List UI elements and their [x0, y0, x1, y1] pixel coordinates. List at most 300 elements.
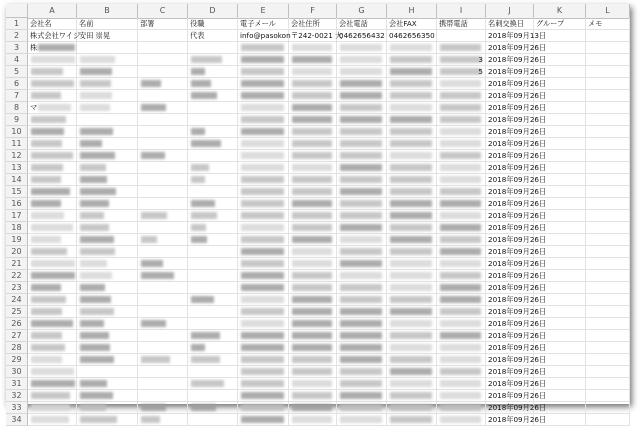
cell-d11[interactable]: [188, 138, 238, 149]
cell-j34[interactable]: 2018年09月26日: [488, 415, 547, 424]
cell-g9[interactable]: [337, 114, 387, 125]
cell-b26[interactable]: [77, 318, 138, 329]
column-header-k[interactable]: K: [534, 4, 586, 18]
cell-g8[interactable]: [337, 102, 387, 113]
cell-i21[interactable]: [437, 258, 486, 269]
cell-l8[interactable]: [586, 102, 630, 113]
cell-d20[interactable]: [188, 246, 238, 257]
cell-k26[interactable]: [534, 318, 586, 329]
cell-g22[interactable]: [337, 270, 387, 281]
cell-c3[interactable]: [138, 42, 188, 53]
cell-k7[interactable]: [534, 90, 586, 101]
cell-b27[interactable]: [77, 330, 138, 341]
cell-d1[interactable]: 役職: [188, 18, 238, 29]
cell-d27[interactable]: [188, 330, 238, 341]
cell-k9[interactable]: [534, 114, 586, 125]
cell-i31[interactable]: [437, 378, 486, 389]
cell-c19[interactable]: [138, 234, 188, 245]
cell-g34[interactable]: [337, 414, 387, 425]
cell-l2[interactable]: [586, 30, 630, 41]
cell-j12[interactable]: 2018年09月26日: [488, 151, 547, 160]
cell-l5[interactable]: [586, 66, 630, 77]
cell-b28[interactable]: [77, 342, 138, 353]
cell-i15[interactable]: [437, 186, 486, 197]
cell-h33[interactable]: [387, 402, 437, 413]
cell-a5[interactable]: [28, 66, 77, 77]
cell-d17[interactable]: [188, 210, 238, 221]
cell-c9[interactable]: [138, 114, 188, 125]
cell-c14[interactable]: [138, 174, 188, 185]
cell-a18[interactable]: [28, 222, 77, 233]
cell-f7[interactable]: [289, 90, 337, 101]
cell-i11[interactable]: [437, 138, 486, 149]
cell-j27[interactable]: 2018年09月26日: [488, 331, 547, 340]
row-header-22[interactable]: 22: [6, 270, 28, 282]
cell-i28[interactable]: [437, 342, 486, 353]
cell-j10[interactable]: 2018年09月26日: [488, 127, 547, 136]
cell-a30[interactable]: [28, 366, 77, 377]
cell-g13[interactable]: [337, 162, 387, 173]
cell-h2[interactable]: 0462656350: [387, 30, 437, 41]
cell-e23[interactable]: [238, 282, 289, 293]
cell-l6[interactable]: [586, 78, 630, 89]
cell-b1[interactable]: 名前: [77, 18, 138, 29]
cell-b4[interactable]: [77, 54, 138, 65]
cell-a13[interactable]: [28, 162, 77, 173]
cell-i8[interactable]: [437, 102, 486, 113]
cell-e22[interactable]: [238, 270, 289, 281]
cell-a9[interactable]: [28, 114, 77, 125]
cell-j29[interactable]: 2018年09月26日: [488, 355, 547, 364]
cell-d34[interactable]: [188, 414, 238, 425]
cell-j30[interactable]: 2018年09月26日: [488, 367, 547, 376]
cell-b18[interactable]: [77, 222, 138, 233]
row-header-9[interactable]: 9: [6, 114, 28, 126]
cell-i14[interactable]: [437, 174, 486, 185]
cell-c31[interactable]: [138, 378, 188, 389]
row-header-17[interactable]: 17: [6, 210, 28, 222]
cell-c34[interactable]: [138, 414, 188, 425]
row-header-20[interactable]: 20: [6, 246, 28, 258]
cell-l33[interactable]: [586, 402, 630, 413]
row-header-26[interactable]: 26: [6, 318, 28, 330]
cell-h28[interactable]: [387, 342, 437, 353]
cell-l7[interactable]: [586, 90, 630, 101]
cell-e12[interactable]: [238, 150, 289, 161]
cell-k17[interactable]: [534, 210, 586, 221]
cell-j16[interactable]: 2018年09月26日: [488, 199, 547, 208]
cell-e18[interactable]: [238, 222, 289, 233]
cell-k5[interactable]: [534, 66, 586, 77]
cell-i12[interactable]: [437, 150, 486, 161]
cell-b13[interactable]: [77, 162, 138, 173]
cell-f17[interactable]: [289, 210, 337, 221]
cell-k16[interactable]: [534, 198, 586, 209]
cell-e7[interactable]: [238, 90, 289, 101]
row-header-30[interactable]: 30: [6, 366, 28, 378]
cell-c32[interactable]: [138, 390, 188, 401]
cell-k18[interactable]: [534, 222, 586, 233]
cell-g12[interactable]: [337, 150, 387, 161]
cell-d4[interactable]: [188, 54, 238, 65]
cell-f20[interactable]: [289, 246, 337, 257]
cell-f32[interactable]: [289, 390, 337, 401]
cell-f21[interactable]: [289, 258, 337, 269]
cell-d23[interactable]: [188, 282, 238, 293]
cell-h4[interactable]: [387, 54, 437, 65]
row-header-18[interactable]: 18: [6, 222, 28, 234]
cell-d16[interactable]: [188, 198, 238, 209]
cell-k2[interactable]: [534, 30, 586, 41]
cell-c27[interactable]: [138, 330, 188, 341]
cell-l25[interactable]: [586, 306, 630, 317]
cell-k32[interactable]: [534, 390, 586, 401]
cell-g15[interactable]: [337, 186, 387, 197]
cell-h13[interactable]: [387, 162, 437, 173]
cell-a21[interactable]: [28, 258, 77, 269]
cell-k29[interactable]: [534, 354, 586, 365]
cell-a25[interactable]: [28, 306, 77, 317]
cell-c20[interactable]: [138, 246, 188, 257]
cell-f27[interactable]: [289, 330, 337, 341]
cell-a31[interactable]: [28, 378, 77, 389]
cell-j31[interactable]: 2018年09月26日: [488, 379, 547, 388]
cell-b15[interactable]: [77, 186, 138, 197]
cell-i18[interactable]: [437, 222, 486, 233]
cell-l32[interactable]: [586, 390, 630, 401]
cell-d29[interactable]: [188, 354, 238, 365]
cell-g28[interactable]: [337, 342, 387, 353]
cell-f34[interactable]: [289, 414, 337, 425]
cell-i27[interactable]: [437, 330, 486, 341]
cell-f3[interactable]: [289, 42, 337, 53]
cell-h14[interactable]: [387, 174, 437, 185]
cell-c10[interactable]: [138, 126, 188, 137]
cell-d33[interactable]: [188, 402, 238, 413]
cell-g20[interactable]: [337, 246, 387, 257]
cell-i3[interactable]: [437, 42, 486, 53]
cell-c18[interactable]: [138, 222, 188, 233]
cell-a8[interactable]: [28, 102, 77, 113]
cell-h3[interactable]: [387, 42, 437, 53]
cell-b9[interactable]: [77, 114, 138, 125]
cell-i10[interactable]: [437, 126, 486, 137]
cell-b19[interactable]: [77, 234, 138, 245]
cell-f23[interactable]: [289, 282, 337, 293]
cell-f18[interactable]: [289, 222, 337, 233]
cell-k33[interactable]: [534, 402, 586, 413]
cell-i30[interactable]: [437, 366, 486, 377]
cell-b31[interactable]: [77, 378, 138, 389]
cell-h29[interactable]: [387, 354, 437, 365]
cell-c33[interactable]: [138, 402, 188, 413]
cell-j11[interactable]: 2018年09月26日: [488, 139, 547, 148]
cell-a11[interactable]: [28, 138, 77, 149]
cell-i2[interactable]: [437, 30, 486, 41]
cell-h30[interactable]: [387, 366, 437, 377]
cell-i29[interactable]: [437, 354, 486, 365]
cell-b6[interactable]: [77, 78, 138, 89]
cell-h9[interactable]: [387, 114, 437, 125]
cell-j26[interactable]: 2018年09月26日: [488, 319, 547, 328]
cell-e9[interactable]: [238, 114, 289, 125]
cell-e25[interactable]: [238, 306, 289, 317]
cell-f8[interactable]: [289, 102, 337, 113]
cell-f16[interactable]: [289, 198, 337, 209]
cell-d15[interactable]: [188, 186, 238, 197]
cell-l30[interactable]: [586, 366, 630, 377]
cell-k8[interactable]: [534, 102, 586, 113]
row-header-29[interactable]: 29: [6, 354, 28, 366]
cell-g29[interactable]: [337, 354, 387, 365]
cell-k22[interactable]: [534, 270, 586, 281]
cell-e10[interactable]: [238, 126, 289, 137]
row-header-12[interactable]: 12: [6, 150, 28, 162]
cell-a26[interactable]: [28, 318, 77, 329]
cell-e21[interactable]: [238, 258, 289, 269]
cell-e2[interactable]: info@pasokon: [240, 31, 291, 40]
cell-j28[interactable]: 2018年09月26日: [488, 343, 547, 352]
cell-e14[interactable]: [238, 174, 289, 185]
cell-g7[interactable]: [337, 90, 387, 101]
cell-e4[interactable]: [238, 54, 289, 65]
cell-b3[interactable]: [77, 42, 138, 53]
row-header-13[interactable]: 13: [6, 162, 28, 174]
cell-l26[interactable]: [586, 318, 630, 329]
cell-b16[interactable]: [77, 198, 138, 209]
cell-e27[interactable]: [238, 330, 289, 341]
cell-j20[interactable]: 2018年09月26日: [488, 247, 547, 256]
cell-d25[interactable]: [188, 306, 238, 317]
cell-j3[interactable]: 2018年09月26日: [488, 43, 547, 52]
cell-l22[interactable]: [586, 270, 630, 281]
cell-c1[interactable]: 部署: [138, 18, 188, 29]
row-header-5[interactable]: 5: [6, 66, 28, 78]
cell-j9[interactable]: 2018年09月26日: [488, 115, 547, 124]
cell-b25[interactable]: [77, 306, 138, 317]
column-header-e[interactable]: E: [238, 4, 289, 18]
cell-j25[interactable]: 2018年09月26日: [488, 307, 547, 316]
column-header-l[interactable]: L: [586, 4, 630, 18]
cell-e8[interactable]: [238, 102, 289, 113]
cell-e32[interactable]: [238, 390, 289, 401]
cell-l11[interactable]: [586, 138, 630, 149]
column-header-d[interactable]: D: [188, 4, 238, 18]
cell-a4[interactable]: [28, 54, 77, 65]
cell-d22[interactable]: [188, 270, 238, 281]
cell-h15[interactable]: [387, 186, 437, 197]
cell-f25[interactable]: [289, 306, 337, 317]
row-header-3[interactable]: 3: [6, 42, 28, 54]
cell-c7[interactable]: [138, 90, 188, 101]
cell-f9[interactable]: [289, 114, 337, 125]
cell-i7[interactable]: [437, 90, 486, 101]
cell-e5[interactable]: [238, 66, 289, 77]
cell-d13[interactable]: [188, 162, 238, 173]
cell-c21[interactable]: [138, 258, 188, 269]
cell-l21[interactable]: [586, 258, 630, 269]
cell-b29[interactable]: [77, 354, 138, 365]
row-header-32[interactable]: 32: [6, 390, 28, 402]
cell-h12[interactable]: [387, 150, 437, 161]
cell-e19[interactable]: [238, 234, 289, 245]
column-header-g[interactable]: G: [337, 4, 387, 18]
cell-b24[interactable]: [77, 294, 138, 305]
cell-d32[interactable]: [188, 390, 238, 401]
row-header-34[interactable]: 34: [6, 414, 28, 426]
cell-a20[interactable]: [28, 246, 77, 257]
cell-f24[interactable]: [289, 294, 337, 305]
cell-i32[interactable]: [437, 390, 486, 401]
cell-a27[interactable]: [28, 330, 77, 341]
cell-i17[interactable]: [437, 210, 486, 221]
cell-f12[interactable]: [289, 150, 337, 161]
cell-i25[interactable]: [437, 306, 486, 317]
cell-b7[interactable]: [77, 90, 138, 101]
cell-j17[interactable]: 2018年09月26日: [488, 211, 547, 220]
cell-d2[interactable]: 代表: [188, 30, 238, 41]
cell-f2[interactable]: 〒242-0021 大: [291, 31, 343, 40]
cell-k6[interactable]: [534, 78, 586, 89]
cell-f1[interactable]: 会社住所: [289, 18, 337, 29]
cell-g21[interactable]: [337, 258, 387, 269]
cell-h26[interactable]: [387, 318, 437, 329]
column-header-j[interactable]: J: [486, 4, 534, 18]
cell-a24[interactable]: [28, 294, 77, 305]
cell-e17[interactable]: [238, 210, 289, 221]
cell-d21[interactable]: [188, 258, 238, 269]
cell-k30[interactable]: [534, 366, 586, 377]
cell-d14[interactable]: [188, 174, 238, 185]
cell-a10[interactable]: [28, 126, 77, 137]
cell-l24[interactable]: [586, 294, 630, 305]
column-header-i[interactable]: I: [437, 4, 486, 18]
row-header-16[interactable]: 16: [6, 198, 28, 210]
cell-j19[interactable]: 2018年09月26日: [488, 235, 547, 244]
cell-f30[interactable]: [289, 366, 337, 377]
cell-a15[interactable]: [28, 186, 77, 197]
cell-g10[interactable]: [337, 126, 387, 137]
cell-j14[interactable]: 2018年09月26日: [488, 175, 547, 184]
cell-i9[interactable]: [437, 114, 486, 125]
cell-f31[interactable]: [289, 378, 337, 389]
cell-j23[interactable]: 2018年09月26日: [488, 283, 547, 292]
cell-j32[interactable]: 2018年09月26日: [488, 391, 547, 400]
cell-d9[interactable]: [188, 114, 238, 125]
cell-l34[interactable]: [586, 414, 630, 425]
cell-k11[interactable]: [534, 138, 586, 149]
cell-a1[interactable]: 会社名: [28, 18, 77, 29]
cell-a14[interactable]: [28, 174, 77, 185]
cell-f4[interactable]: [289, 54, 337, 65]
column-header-c[interactable]: C: [138, 4, 188, 18]
cell-j5[interactable]: 2018年09月26日: [488, 67, 547, 76]
row-header-23[interactable]: 23: [6, 282, 28, 294]
cell-b14[interactable]: [77, 174, 138, 185]
cell-c26[interactable]: [138, 318, 188, 329]
cell-b32[interactable]: [77, 390, 138, 401]
cell-a32[interactable]: [28, 390, 77, 401]
cell-c23[interactable]: [138, 282, 188, 293]
cell-g5[interactable]: [337, 66, 387, 77]
cell-k14[interactable]: [534, 174, 586, 185]
column-header-b[interactable]: B: [77, 4, 138, 18]
cell-i26[interactable]: [437, 318, 486, 329]
cell-k27[interactable]: [534, 330, 586, 341]
cell-e6[interactable]: [238, 78, 289, 89]
cell-f13[interactable]: [289, 162, 337, 173]
cell-f15[interactable]: [289, 186, 337, 197]
cell-e31[interactable]: [238, 378, 289, 389]
row-header-8[interactable]: 8: [6, 102, 28, 114]
cell-l17[interactable]: [586, 210, 630, 221]
cell-f22[interactable]: [289, 270, 337, 281]
cell-c29[interactable]: [138, 354, 188, 365]
row-header-14[interactable]: 14: [6, 174, 28, 186]
cell-k25[interactable]: [534, 306, 586, 317]
cell-d5[interactable]: [188, 66, 238, 77]
cell-j18[interactable]: 2018年09月26日: [488, 223, 547, 232]
cell-e29[interactable]: [238, 354, 289, 365]
cell-k24[interactable]: [534, 294, 586, 305]
cell-d3[interactable]: [188, 42, 238, 53]
cell-i22[interactable]: [437, 270, 486, 281]
cell-f14[interactable]: [289, 174, 337, 185]
row-header-33[interactable]: 33: [6, 402, 28, 414]
cell-h27[interactable]: [387, 330, 437, 341]
cell-b33[interactable]: [77, 402, 138, 413]
cell-e30[interactable]: [238, 366, 289, 377]
cell-a2[interactable]: 株式会社ワイジ: [30, 31, 81, 40]
cell-h8[interactable]: [387, 102, 437, 113]
cell-c13[interactable]: [138, 162, 188, 173]
cell-d6[interactable]: [188, 78, 238, 89]
cell-d10[interactable]: [188, 126, 238, 137]
cell-k19[interactable]: [534, 234, 586, 245]
cell-k10[interactable]: [534, 126, 586, 137]
cell-i23[interactable]: [437, 282, 486, 293]
cell-f10[interactable]: [289, 126, 337, 137]
cell-c2[interactable]: [138, 30, 188, 41]
cell-k1[interactable]: グループ: [534, 18, 586, 29]
cell-f26[interactable]: [289, 318, 337, 329]
row-header-25[interactable]: 25: [6, 306, 28, 318]
row-header-11[interactable]: 11: [6, 138, 28, 150]
cell-g4[interactable]: [337, 54, 387, 65]
cell-j21[interactable]: 2018年09月26日: [488, 259, 547, 268]
cell-g16[interactable]: [337, 198, 387, 209]
cell-e15[interactable]: [238, 186, 289, 197]
cell-l23[interactable]: [586, 282, 630, 293]
cell-d7[interactable]: [188, 90, 238, 101]
cell-j2[interactable]: 2018年09月13日: [488, 31, 547, 40]
cell-g14[interactable]: [337, 174, 387, 185]
cell-g3[interactable]: [337, 42, 387, 53]
cell-h10[interactable]: [387, 126, 437, 137]
cell-b11[interactable]: [77, 138, 138, 149]
cell-g27[interactable]: [337, 330, 387, 341]
cell-a22[interactable]: [28, 270, 77, 281]
cell-h25[interactable]: [387, 306, 437, 317]
row-header-6[interactable]: 6: [6, 78, 28, 90]
row-header-19[interactable]: 19: [6, 234, 28, 246]
cell-e28[interactable]: [238, 342, 289, 353]
cell-j1[interactable]: 名刺交換日: [486, 18, 534, 29]
cell-h16[interactable]: [387, 198, 437, 209]
row-header-21[interactable]: 21: [6, 258, 28, 270]
column-header-f[interactable]: F: [289, 4, 337, 18]
cell-k28[interactable]: [534, 342, 586, 353]
